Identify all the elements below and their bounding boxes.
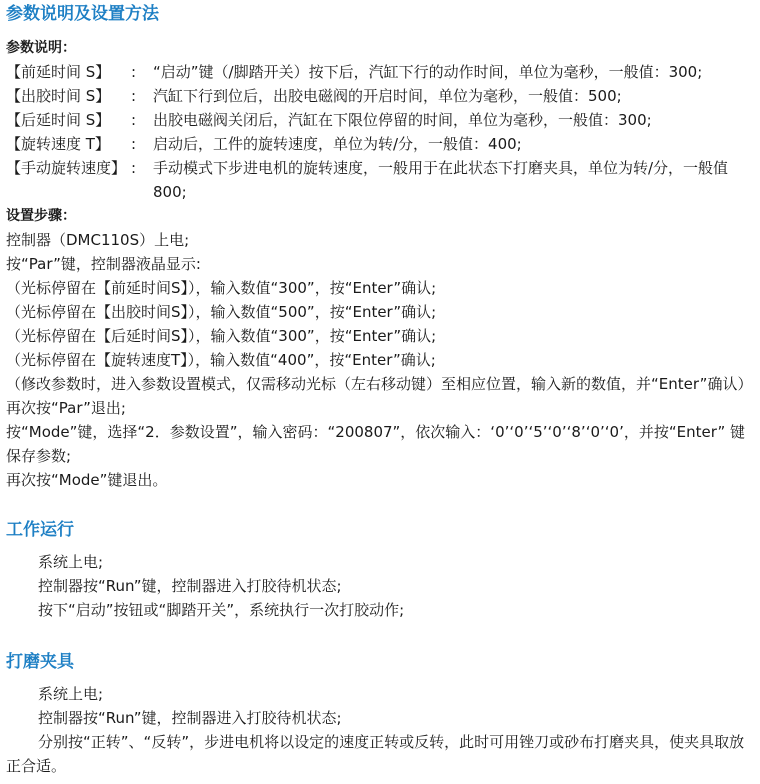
param-key: 【出胶时间 S】 [6, 87, 111, 105]
step-line: 按“Mode”键，选择“2．参数设置”，输入密码：“200807”，依次输入：‘0’‘0’‘5’‘0’‘8’‘0’‘0’，并按“Enter” 键保存参数; [6, 423, 746, 465]
step-line: （光标停留在【旋转速度T】），输入数值“400”，按“Enter”确认; [6, 351, 436, 369]
step-line: 按“Par”键，控制器液晶显示: [6, 255, 201, 273]
steps-heading: 设置步骤： [6, 208, 76, 224]
param-key: 【手动旋转速度】 [6, 159, 127, 177]
param-colon: : [131, 111, 137, 129]
param-desc: “启动”键（/脚踏开关）按下后，汽缸下行的动作时间，单位为毫秒，一般值：300; [153, 63, 703, 81]
param-colon: : [131, 159, 137, 177]
param-key: 【前延时间 S】 [6, 63, 111, 81]
step-line: （光标停留在【后延时间S】），输入数值“300”，按“Enter”确认; [6, 327, 437, 345]
section-title-operation: 工作运行 [6, 520, 74, 540]
polish-line: 系统上电; [38, 685, 104, 703]
param-desc: 启动后，工件的旋转速度，单位为转/分，一般值：400; [153, 135, 522, 153]
param-desc: 汽缸下行到位后，出胶电磁阀的开启时间，单位为毫秒，一般值：500; [153, 87, 622, 105]
step-line: （修改参数时，进入参数设置模式，仅需移动光标（左右移动键）至相应位置，输入新的数值，并“Enter”确认）再次按“Par”退出; [6, 375, 753, 417]
step-line: 再次按“Mode”键退出。 [6, 471, 168, 489]
section-title-polish: 打磨夹具 [6, 652, 74, 672]
param-key: 【后延时间 S】 [6, 111, 111, 129]
step-line: （光标停留在【前延时间S】），输入数值“300”，按“Enter”确认; [6, 279, 437, 297]
section-title-params: 参数说明及设置方法 [6, 4, 159, 24]
param-desc: 手动模式下步进电机的旋转速度，一般用于在此状态下打磨夹具，单位为转/分，一般值 800; [153, 159, 729, 201]
param-desc: 出胶电磁阀关闭后，汽缸在下限位停留的时间，单位为毫秒，一般值：300; [153, 111, 652, 129]
param-colon: : [131, 87, 137, 105]
step-line: （光标停留在【出胶时间S】），输入数值“500”，按“Enter”确认; [6, 303, 437, 321]
operation-line: 系统上电; [38, 553, 104, 571]
param-colon: : [131, 63, 137, 81]
param-key: 【旋转速度 T】 [6, 135, 110, 153]
step-line: 控制器（DMC110S）上电; [6, 231, 190, 249]
params-heading: 参数说明： [6, 40, 76, 56]
polish-line: 控制器按“Run”键，控制器进入打胶待机状态; [38, 709, 342, 727]
operation-line: 控制器按“Run”键，控制器进入打胶待机状态; [38, 577, 342, 595]
polish-line: 分别按“正转”、“反转”，步进电机将以设定的速度正转或反转，此时可用锉刀或砂布打磨夹具，使夹具取放正合适。 [6, 733, 745, 775]
operation-line: 按下“启动”按钮或“脚踏开关”，系统执行一次打胶动作; [38, 601, 405, 619]
param-colon: : [131, 135, 137, 153]
